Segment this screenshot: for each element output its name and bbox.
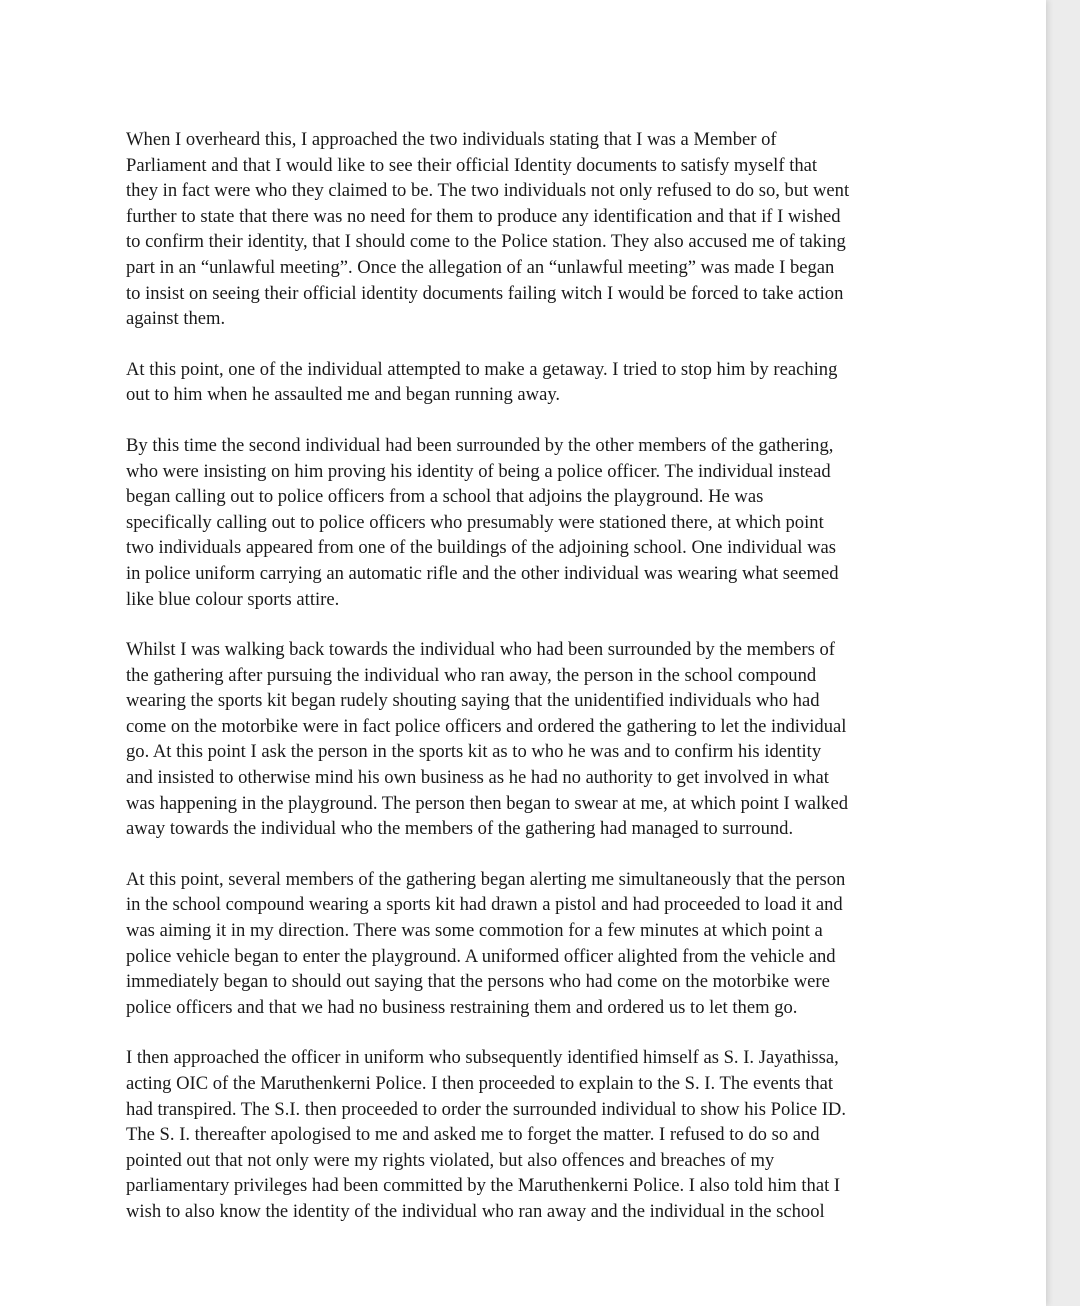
text-line: like blue colour sports attire. <box>126 588 340 610</box>
text-line: against them. <box>126 308 226 330</box>
text-line: was happening in the playground. The person then began to swear at me, at which point I walked <box>126 792 849 814</box>
text-line: wish to also know the identity of the individual who ran away and the individual in the school <box>126 1200 825 1222</box>
paragraph <box>126 127 926 332</box>
text-line: The S. I. thereafter apologised to me and asked me to forget the matter. I refused to do so and <box>126 1124 820 1146</box>
text-line: was aiming it in my direction. There was some commotion for a few minutes at which point a <box>126 920 823 942</box>
paragraph <box>126 357 926 408</box>
text-line: At this point, several members of the gathering began alerting me simultaneously that the person <box>126 868 846 890</box>
text-line: had transpired. The S.I. then proceeded to order the surrounded individual to show his Police ID. <box>126 1098 846 1120</box>
text-line: part in an “unlawful meeting”. Once the allegation of an “unlawful meeting” was made I began <box>126 256 835 278</box>
text-line: to confirm their identity, that I should come to the Police station. They also accused me of taking <box>126 231 846 253</box>
text-line: away towards the individual who the members of the gathering had managed to surround. <box>126 818 794 840</box>
text-line: out to him when he assaulted me and began running away. <box>126 384 561 406</box>
text-line: Whilst I was walking back towards the individual who had been surrounded by the members of <box>126 639 835 661</box>
document-body <box>126 127 926 1250</box>
paragraph <box>126 1045 926 1224</box>
text-line: they in fact were who they claimed to be. The two individuals not only refused to do so, but went <box>126 180 850 202</box>
text-line: to insist on seeing their official identity documents failing witch I would be forced to take action <box>126 282 844 304</box>
text-line: At this point, one of the individual attempted to make a getaway. I tried to stop him by reaching <box>126 358 838 380</box>
paragraph <box>126 637 926 842</box>
text-line: who were insisting on him proving his identity of being a police officer. The individual instead <box>126 460 831 482</box>
text-line: come on the motorbike were in fact police officers and ordered the gathering to let the individual <box>126 715 847 737</box>
text-line: specifically calling out to police officers who presumably were stationed there, at which point <box>126 511 824 533</box>
text-line: I then approached the officer in uniform who subsequently identified himself as S. I. Jayathissa, <box>126 1047 839 1069</box>
text-line: Parliament and that I would like to see their official Identity documents to satisfy myself that <box>126 154 818 176</box>
text-line: in the school compound wearing a sports kit had drawn a pistol and had proceeded to load it and <box>126 894 843 916</box>
text-line: the gathering after pursuing the individual who ran away, the person in the school compound <box>126 664 817 686</box>
text-line: pointed out that not only were my rights violated, but also offences and breaches of my <box>126 1149 775 1171</box>
text-line: police officers and that we had no business restraining them and ordered us to let them go. <box>126 996 798 1018</box>
text-line: By this time the second individual had been surrounded by the other members of the gathering, <box>126 434 834 456</box>
text-line: two individuals appeared from one of the buildings of the adjoining school. One individual was <box>126 537 837 559</box>
text-line: began calling out to police officers from a school that adjoins the playground. He was <box>126 486 764 508</box>
text-line: further to state that there was no need for them to produce any identification and that if I wished <box>126 205 841 227</box>
text-line: go. At this point I ask the person in the sports kit as to who he was and to confirm his identity <box>126 741 822 763</box>
text-line: immediately began to should out saying that the persons who had come on the motorbike were <box>126 971 830 993</box>
text-line: parliamentary privileges had been committed by the Maruthenkerni Police. I also told him that I <box>126 1175 841 1197</box>
paragraph <box>126 433 926 612</box>
text-line: When I overheard this, I approached the two individuals stating that I was a Member of <box>126 129 777 150</box>
text-line: and insisted to otherwise mind his own business as he had no authority to get involved in what <box>126 767 829 789</box>
paragraph <box>126 867 926 1021</box>
text-line: police vehicle began to enter the playground. A uniformed officer alighted from the vehicle and <box>126 945 836 967</box>
text-line: wearing the sports kit began rudely shouting saying that the unidentified individuals who had <box>126 690 820 712</box>
text-line: in police uniform carrying an automatic rifle and the other individual was wearing what seemed <box>126 562 839 584</box>
text-line: acting OIC of the Maruthenkerni Police. I then proceeded to explain to the S. I. The events that <box>126 1073 834 1094</box>
